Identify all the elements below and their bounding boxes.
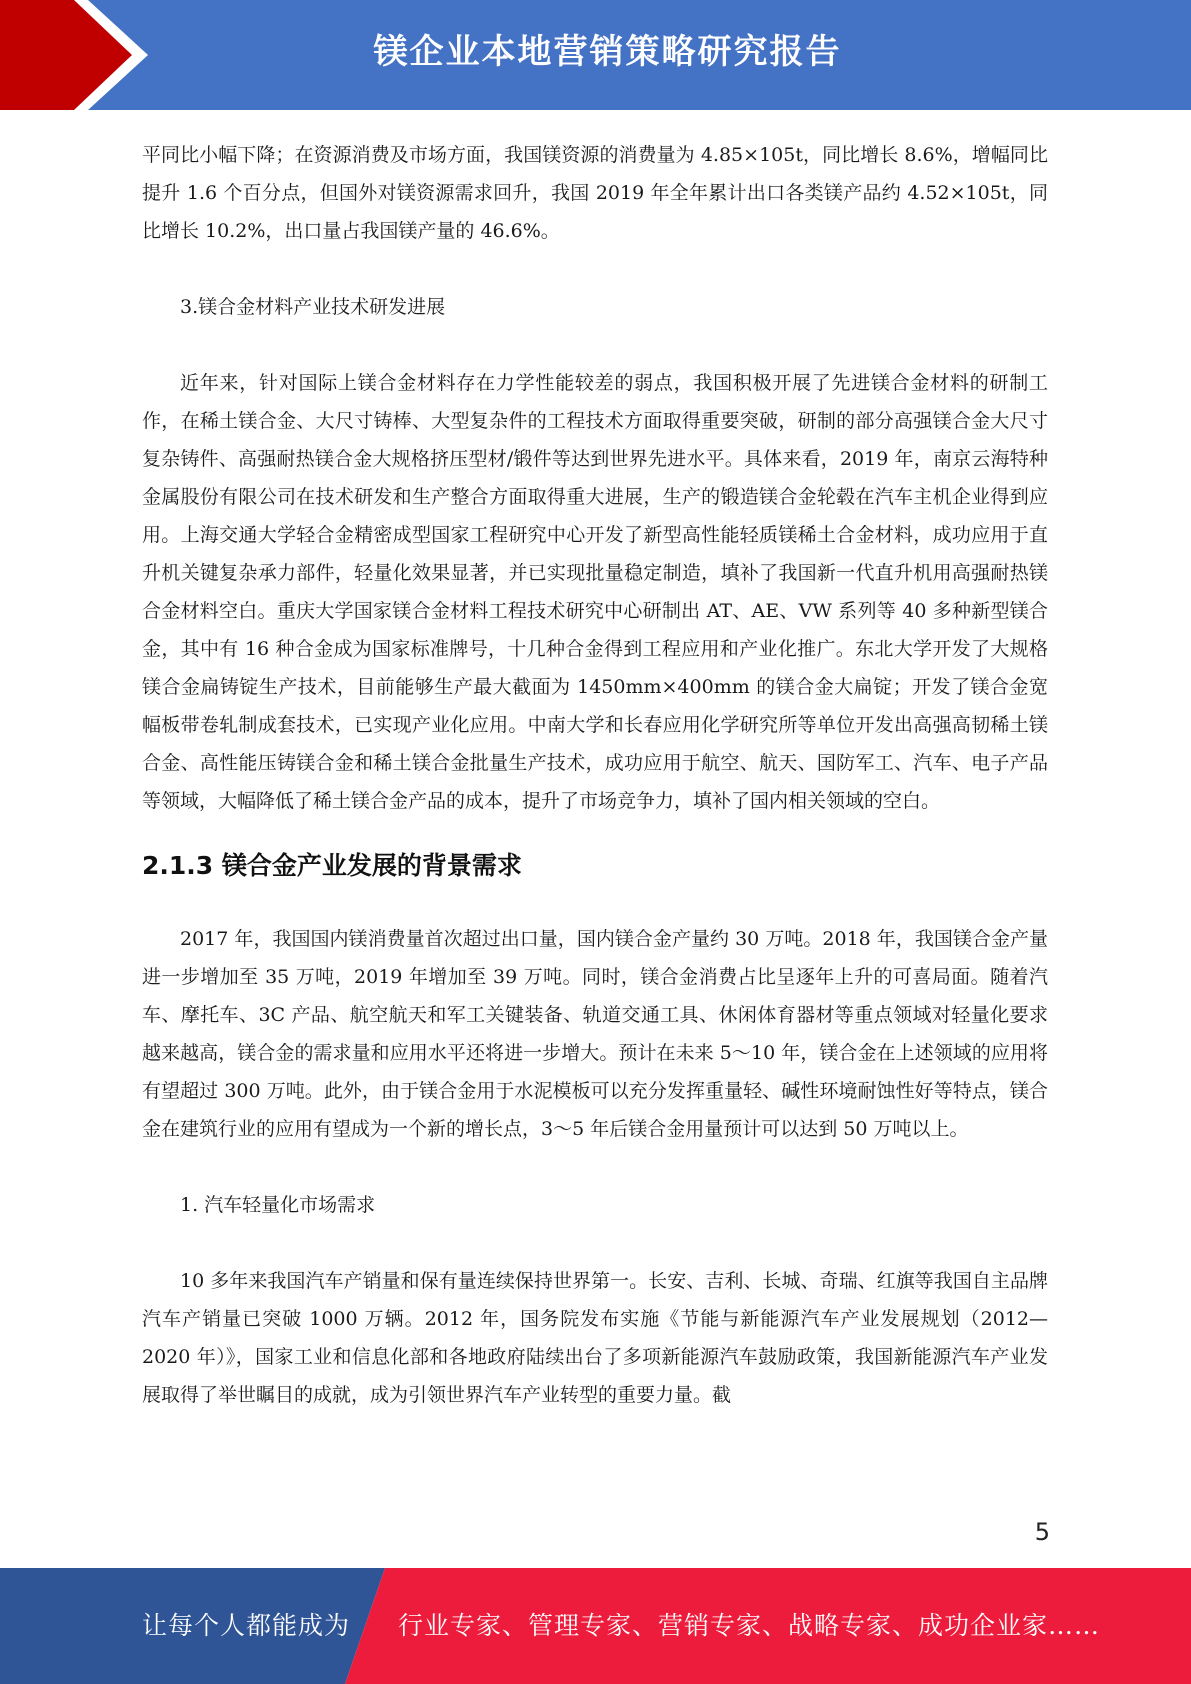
- page-number: 5: [1034, 1518, 1050, 1546]
- paragraph-background-demand: 2017 年，我国国内镁消费量首次超过出口量，国内镁合金产量约 30 万吨。2018 年，我国镁合金产量进一步增加至 35 万吨，2019 年增加至 39 万吨。同时，镁合金消费占比呈逐年上升的可喜局面。随着汽车、摩托车、3C 产品、航空航天和军工关键装备、轨道交通工具、休闲体育器材等重点领域对轻量化要求越来越高，镁合金的需求量和应用水平还将进一步增大。预计在未来 5～10 年，镁合金在上述领域的应用将有望超过 300 万吨。此外，由于镁合金用于水泥模板可以充分发挥重量轻、碱性环境耐蚀性好等特点，镁合金在建筑行业的应用有望成为一个新的增长点，3～5 年后镁合金用量预计可以达到 50 万吨以上。: [142, 928, 1048, 1140]
- header-arrow-decoration: [0, 0, 150, 110]
- paragraph-continuation: 平同比小幅下降；在资源消费及市场方面，我国镁资源的消费量为 4.85×105t，同比增长 8.6%，增幅同比提升 1.6 个百分点，但国外对镁资源需求回升，我国 2019 年全年累计出口各类镁产品约 4.52×105t，同比增长 10.2%，出口量占我国镁产量的 46.6%。: [142, 144, 1048, 242]
- page-header: [0, 0, 1191, 110]
- page-footer: [0, 1568, 1191, 1684]
- page-content: [142, 136, 1048, 1414]
- paragraph-rd-progress: 近年来，针对国际上镁合金材料存在力学性能较差的弱点，我国积极开展了先进镁合金材料的研制工作，在稀土镁合金、大尺寸铸棒、大型复杂件的工程技术方面取得重要突破，研制的部分高强镁合金大尺寸复杂铸件、高强耐热镁合金大规格挤压型材/锻件等达到世界先进水平。具体来看，2019 年，南京云海特种金属股份有限公司在技术研发和生产整合方面取得重大进展，生产的锻造镁合金轮毂在汽车主机企业得到应用。上海交通大学轻合金精密成型国家工程研究中心开发了新型高性能轻质镁稀土合金材料，成功应用于直升机关键复杂承力部件，轻量化效果显著，并已实现批量稳定制造，填补了我国新一代直升机用高强耐热镁合金材料空白。重庆大学国家镁合金材料工程技术研究中心研制出 AT、AE、VW 系列等 40 多种新型镁合金，其中有 16 种合金成为国家标准牌号，十几种合金得到工程应用和产业化推广。东北大学开发了大规格镁合金扁铸锭生产技术，目前能够生产最大截面为 1450mm×400mm 的镁合金大扁锭；开发了镁合金宽幅板带卷轧制成套技术，已实现产业化应用。中南大学和长春应用化学研究所等单位开发出高强高韧稀土镁合金、高性能压铸镁合金和稀土镁合金批量生产技术，成功应用于航空、航天、国防军工、汽车、电子产品等领域，大幅降低了稀土镁合金产品的成本，提升了市场竞争力，填补了国内相关领域的空白。: [142, 372, 1048, 812]
- report-title: 镁企业本地营销策略研究报告: [373, 32, 842, 72]
- subheading-rd-progress: 3.镁合金材料产业技术研发进展: [180, 296, 446, 318]
- paragraph-auto-market: 10 多年来我国汽车产销量和保有量连续保持世界第一。长安、吉利、长城、奇瑞、红旗等我国自主品牌汽车产销量已突破 1000 万辆。2012 年，国务院发布实施《节能与新能源汽车产业发展规划（2012—2020 年）》，国家工业和信息化部和各地政府陆续出台了多项新能源汽车鼓励政策，我国新能源汽车产业发展取得了举世瞩目的成就，成为引领世界汽车产业转型的重要力量。截: [142, 1270, 1048, 1406]
- footer-slogan-left: 让每个人都能成为: [142, 1611, 351, 1640]
- subheading-auto-lightweight: 1. 汽车轻量化市场需求: [180, 1194, 376, 1216]
- footer-slogan-right: 行业专家、管理专家、营销专家、战略专家、成功企业家……: [398, 1611, 1101, 1640]
- section-heading: 2.1.3 镁合金产业发展的背景需求: [142, 851, 522, 880]
